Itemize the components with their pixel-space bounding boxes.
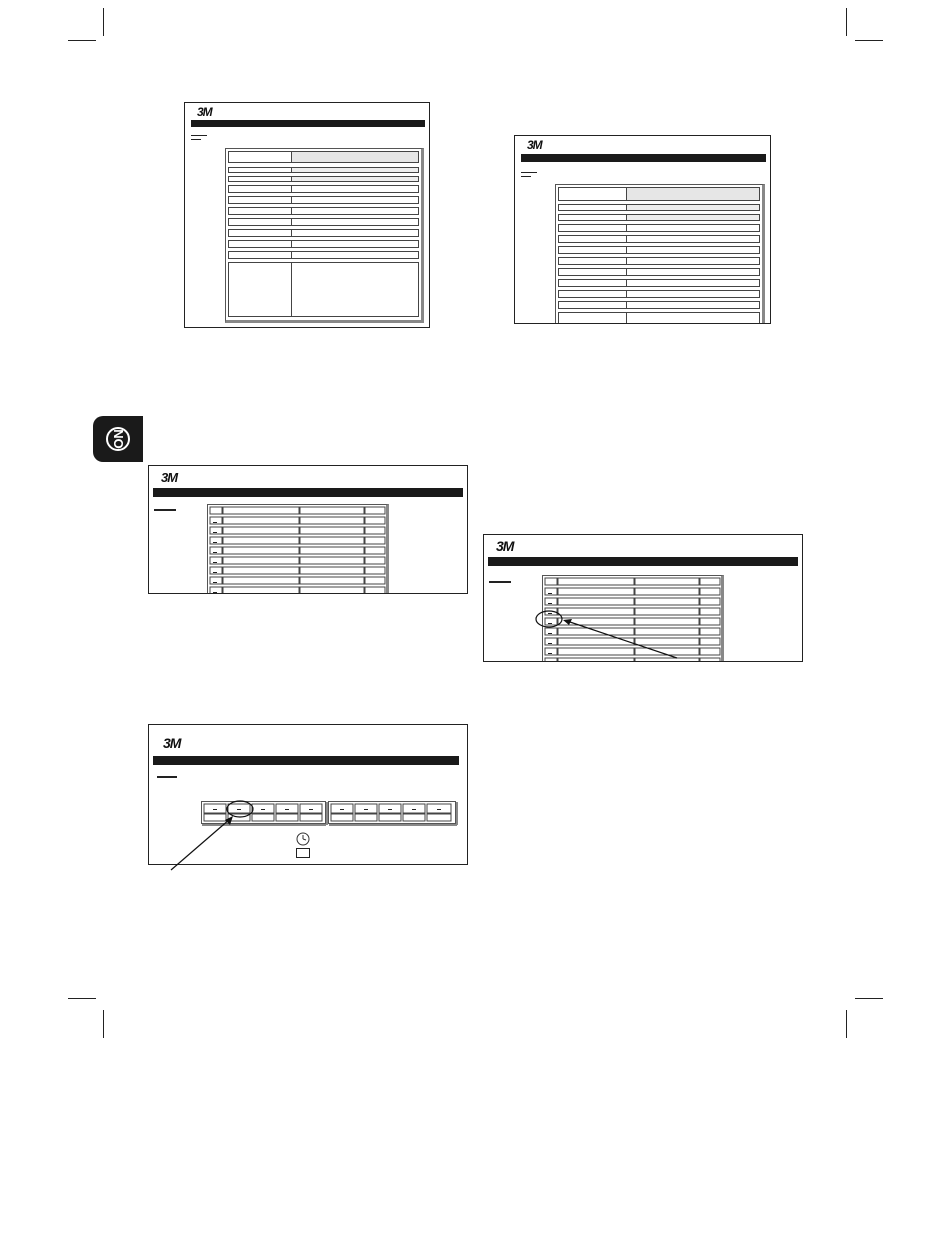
table-row[interactable]	[228, 218, 419, 226]
screen-4	[483, 534, 803, 662]
table-row[interactable]	[558, 279, 760, 287]
title-bar	[153, 488, 463, 497]
time-grid	[201, 801, 461, 827]
screen-3	[148, 465, 468, 594]
table-row[interactable]	[228, 185, 419, 193]
menu-icon[interactable]	[157, 776, 177, 781]
table-row[interactable]	[558, 214, 760, 221]
crop-mark	[846, 1010, 847, 1038]
ok-button[interactable]	[296, 848, 310, 858]
crop-mark	[68, 40, 96, 41]
crop-mark	[103, 1010, 104, 1038]
title-bar	[191, 120, 425, 127]
table-row[interactable]	[228, 262, 419, 317]
brand-logo: 3M	[527, 138, 542, 152]
product-list	[207, 504, 389, 594]
brand-logo: 3M	[161, 470, 178, 485]
crop-mark	[68, 998, 96, 999]
crop-mark	[846, 8, 847, 36]
table-row[interactable]	[228, 207, 419, 215]
language-tab	[93, 416, 143, 462]
table-row[interactable]	[558, 268, 760, 276]
crop-mark	[855, 998, 883, 999]
table-row[interactable]	[228, 251, 419, 259]
brand-logo: 3M	[197, 105, 212, 119]
clock-icon[interactable]	[296, 832, 310, 846]
table-row[interactable]	[558, 257, 760, 265]
menu-icon[interactable]	[191, 135, 207, 143]
title-bar	[153, 756, 459, 765]
table-row[interactable]	[228, 167, 419, 173]
product-list	[542, 575, 724, 662]
crop-mark	[855, 40, 883, 41]
menu-icon[interactable]	[521, 172, 537, 180]
crop-mark	[103, 8, 104, 36]
table-row[interactable]	[558, 290, 760, 298]
table-row[interactable]	[558, 246, 760, 254]
brand-logo: 3M	[496, 538, 514, 554]
table-row[interactable]	[228, 240, 419, 248]
title-bar	[521, 154, 766, 162]
menu-icon[interactable]	[489, 581, 511, 586]
table-row[interactable]	[558, 312, 760, 324]
menu-icon[interactable]	[154, 509, 176, 514]
table-row[interactable]	[558, 204, 760, 211]
table-row[interactable]	[558, 301, 760, 309]
title-bar	[488, 557, 798, 566]
settings-table	[555, 184, 765, 324]
table-row[interactable]	[558, 235, 760, 243]
screen-5	[148, 724, 468, 865]
brand-logo: 3M	[163, 735, 181, 751]
table-row[interactable]	[228, 176, 419, 182]
settings-table	[225, 148, 424, 323]
table-row[interactable]	[558, 224, 760, 232]
language-tab-label: NO	[106, 427, 130, 451]
table-row[interactable]	[228, 196, 419, 204]
table-row[interactable]	[558, 187, 760, 201]
list-grid	[208, 505, 386, 594]
screen-2	[514, 135, 771, 324]
table-row[interactable]	[228, 151, 419, 163]
screen-1	[184, 102, 430, 328]
table-row[interactable]	[228, 229, 419, 237]
list-grid	[543, 576, 721, 662]
